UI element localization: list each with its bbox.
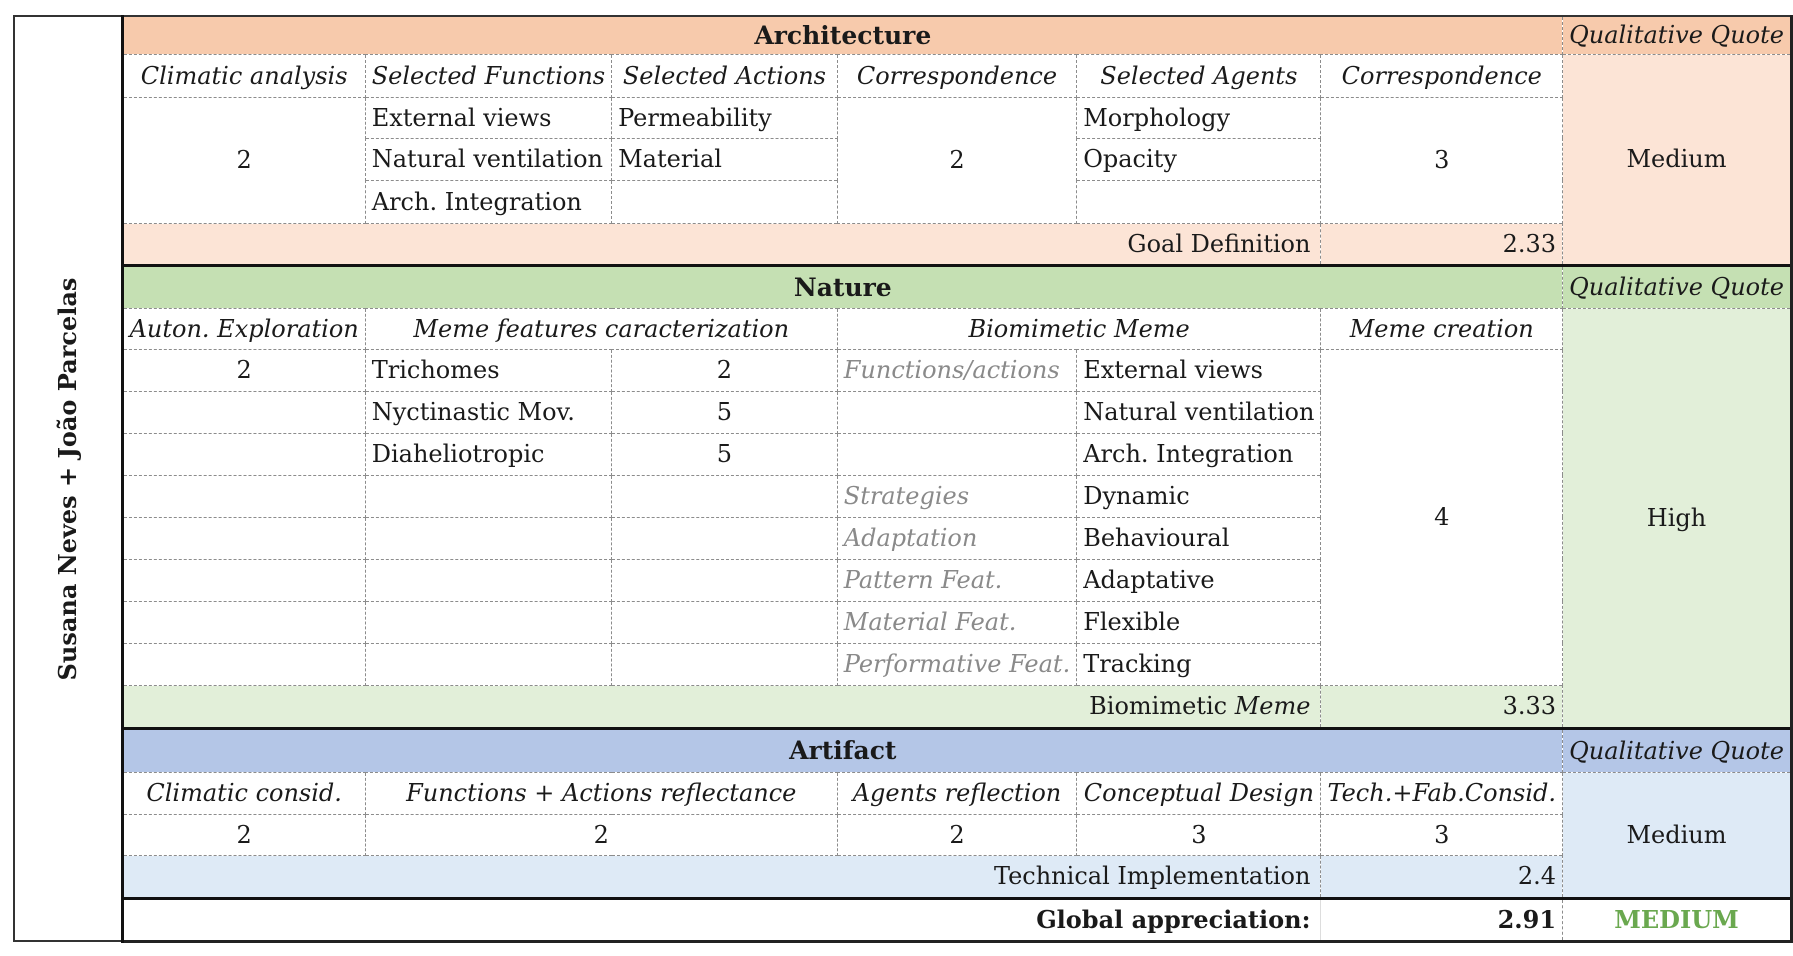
meme-value: Flexible (1077, 601, 1321, 643)
meme-value: Arch. Integration (1077, 433, 1321, 475)
col-agents-reflection: Agents reflection (837, 772, 1076, 814)
empty-cell (122, 475, 365, 517)
col-climatic-analysis: Climatic analysis (122, 54, 365, 97)
technical-implementation-row (14, 855, 1792, 898)
meme-feature-value: 5 (612, 433, 838, 475)
empty-cell (365, 475, 611, 517)
architecture-qualitative-label: Qualitative Quote (1563, 16, 1792, 54)
nature-row (14, 349, 1792, 391)
correspondence-agents-value: 3 (1321, 97, 1563, 223)
col-meme-creation: Meme creation (1321, 308, 1563, 349)
meme-feature-name: Diaheliotropic (365, 433, 611, 475)
meme-value: Adaptative (1077, 559, 1321, 601)
goal-definition-row (14, 223, 1792, 265)
architecture-header-row (14, 16, 1792, 54)
nature-title: Nature (122, 265, 1562, 308)
architecture-title: Architecture (122, 16, 1562, 54)
empty-cell (365, 517, 611, 559)
evaluation-table (13, 15, 1793, 943)
technical-implementation-label: Technical Implementation (122, 855, 1321, 898)
meme-feature-value: 5 (612, 391, 838, 433)
col-selected-functions: Selected Functions (365, 54, 611, 97)
nature-qualitative-value: High (1563, 308, 1792, 728)
empty-cell (122, 433, 365, 475)
meme-value: Behavioural (1077, 517, 1321, 559)
nature-header-row (14, 265, 1792, 308)
selected-function: Arch. Integration (365, 180, 611, 223)
agents-reflection-value: 2 (837, 814, 1076, 855)
selected-action: Permeability (612, 97, 838, 138)
goal-definition-value: 2.33 (1321, 223, 1563, 265)
empty-cell (365, 643, 611, 685)
meme-value: Tracking (1077, 643, 1321, 685)
empty-cell (122, 601, 365, 643)
architecture-row (14, 97, 1792, 138)
col-meme-features: Meme features caracterization (365, 308, 837, 349)
empty-cell (122, 643, 365, 685)
auton-exploration-value: 2 (122, 349, 365, 391)
architecture-column-headers (14, 54, 1792, 97)
architecture-qualitative-value: Medium (1563, 54, 1792, 265)
empty-cell (612, 559, 838, 601)
selected-function: Natural ventilation (365, 138, 611, 180)
global-appreciation-row (14, 898, 1792, 941)
empty-cell (612, 517, 838, 559)
meme-feature-name: Nyctinastic Mov. (365, 391, 611, 433)
meme-creation-value: 4 (1321, 349, 1563, 685)
global-appreciation-value: 2.91 (1321, 898, 1563, 941)
climatic-consid-value: 2 (122, 814, 365, 855)
technical-implementation-value: 2.4 (1321, 855, 1563, 898)
conceptual-design-value: 3 (1077, 814, 1321, 855)
col-biomimetic-meme: Biomimetic Meme (837, 308, 1321, 349)
biomimetic-meme-summary-value: 3.33 (1321, 685, 1563, 728)
empty-cell (612, 643, 838, 685)
col-selected-actions: Selected Actions (612, 54, 838, 97)
meme-value: External views (1077, 349, 1321, 391)
empty-cell (612, 475, 838, 517)
nature-column-headers (14, 308, 1792, 349)
col-correspondence-agents: Correspondence (1321, 54, 1563, 97)
artifact-qualitative-value: Medium (1563, 772, 1792, 898)
functions-actions-reflectance-value: 2 (365, 814, 837, 855)
col-tech-fab-consid: Tech.+Fab.Consid. (1321, 772, 1563, 814)
meme-feature-value: 2 (612, 349, 838, 391)
col-functions-actions-reflectance: Functions + Actions reflectance (365, 772, 837, 814)
meme-label: Pattern Feat. (837, 559, 1076, 601)
meme-value: Dynamic (1077, 475, 1321, 517)
empty-cell (612, 601, 838, 643)
col-auton-exploration: Auton. Exploration (122, 308, 365, 349)
summary-label-plain: Biomimetic (1089, 692, 1228, 720)
participants-cell (14, 16, 122, 941)
selected-function: External views (365, 97, 611, 138)
empty-cell (365, 601, 611, 643)
artifact-qualitative-label: Qualitative Quote (1563, 728, 1792, 772)
meme-label: Functions/actions (837, 349, 1076, 391)
col-conceptual-design: Conceptual Design (1077, 772, 1321, 814)
meme-label: Strategies (837, 475, 1076, 517)
tech-fab-consid-value: 3 (1321, 814, 1563, 855)
selected-action: Material (612, 138, 838, 180)
nature-qualitative-label: Qualitative Quote (1563, 265, 1792, 308)
meme-label (837, 391, 1076, 433)
evaluation-table-container (13, 15, 1793, 943)
participants-name: Susana Neves + João Parcelas (52, 277, 82, 680)
artifact-values-row (14, 814, 1792, 855)
meme-feature-name: Trichomes (365, 349, 611, 391)
col-climatic-consid: Climatic consid. (122, 772, 365, 814)
global-appreciation-label: Global appreciation: (122, 898, 1321, 941)
selected-agent (1077, 180, 1321, 223)
meme-label: Performative Feat. (837, 643, 1076, 685)
climatic-analysis-value: 2 (122, 97, 365, 223)
selected-agent: Opacity (1077, 138, 1321, 180)
artifact-column-headers (14, 772, 1792, 814)
col-selected-agents: Selected Agents (1077, 54, 1321, 97)
correspondence-actions-value: 2 (837, 97, 1076, 223)
empty-cell (122, 517, 365, 559)
artifact-title: Artifact (122, 728, 1562, 772)
artifact-header-row (14, 728, 1792, 772)
selected-action (612, 180, 838, 223)
goal-definition-label: Goal Definition (122, 223, 1321, 265)
meme-label: Material Feat. (837, 601, 1076, 643)
meme-label: Adaptation (837, 517, 1076, 559)
empty-cell (122, 391, 365, 433)
col-correspondence-actions: Correspondence (837, 54, 1076, 97)
empty-cell (122, 559, 365, 601)
selected-agent: Morphology (1077, 97, 1321, 138)
biomimetic-meme-summary-row (14, 685, 1792, 728)
global-qualitative-value: MEDIUM (1563, 898, 1792, 941)
empty-cell (365, 559, 611, 601)
meme-label (837, 433, 1076, 475)
summary-label-italic: Meme (1234, 692, 1311, 720)
biomimetic-meme-summary-label (122, 685, 1321, 728)
meme-value: Natural ventilation (1077, 391, 1321, 433)
